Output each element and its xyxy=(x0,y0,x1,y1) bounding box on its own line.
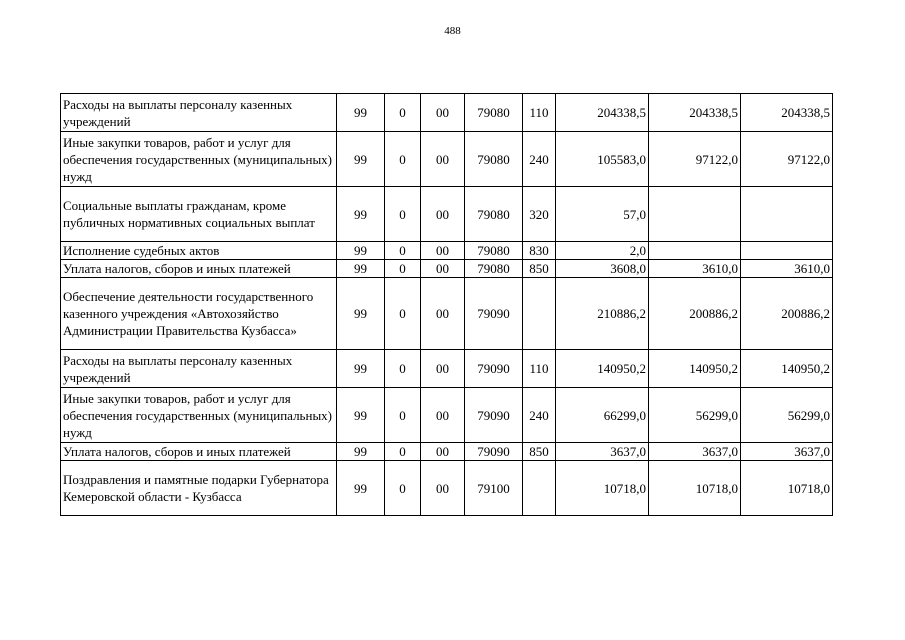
cell-c4: 79080 xyxy=(465,242,523,260)
cell-value-1: 66299,0 xyxy=(556,388,649,443)
cell-value-1: 10718,0 xyxy=(556,461,649,516)
cell-c3: 00 xyxy=(421,132,465,187)
cell-value-3: 3637,0 xyxy=(741,443,833,461)
page-number: 488 xyxy=(444,25,461,37)
table-row xyxy=(61,94,833,132)
cell-c1: 99 xyxy=(337,443,385,461)
cell-c1: 99 xyxy=(337,132,385,187)
row-name: Уплата налогов, сборов и иных платежей xyxy=(61,260,337,278)
cell-c4: 79090 xyxy=(465,278,523,350)
cell-value-1: 57,0 xyxy=(556,187,649,242)
cell-c2: 0 xyxy=(385,388,421,443)
cell-c3: 00 xyxy=(421,187,465,242)
row-name: Расходы на выплаты персоналу казенных учреждений xyxy=(61,94,337,132)
row-name: Обеспечение деятельности государственного казенного учреждения «Автохозяйство Администрации Правительства Кузбасса» xyxy=(61,278,337,350)
cell-c1: 99 xyxy=(337,350,385,388)
cell-c1: 99 xyxy=(337,94,385,132)
cell-c3: 00 xyxy=(421,94,465,132)
budget-table xyxy=(60,93,833,516)
cell-c1: 99 xyxy=(337,187,385,242)
cell-c2: 0 xyxy=(385,94,421,132)
cell-value-2 xyxy=(649,242,741,260)
table-row xyxy=(61,278,833,350)
cell-value-3: 97122,0 xyxy=(741,132,833,187)
table-row xyxy=(61,461,833,516)
cell-c2: 0 xyxy=(385,443,421,461)
cell-c4: 79090 xyxy=(465,443,523,461)
row-name: Поздравления и памятные подарки Губернатора Кемеровской области - Кузбасса xyxy=(61,461,337,516)
cell-c4: 79090 xyxy=(465,388,523,443)
cell-value-3 xyxy=(741,187,833,242)
cell-c4: 79080 xyxy=(465,187,523,242)
cell-c3: 00 xyxy=(421,388,465,443)
cell-value-2: 200886,2 xyxy=(649,278,741,350)
cell-value-1: 140950,2 xyxy=(556,350,649,388)
cell-c3: 00 xyxy=(421,350,465,388)
table-row xyxy=(61,260,833,278)
cell-value-3: 140950,2 xyxy=(741,350,833,388)
cell-c2: 0 xyxy=(385,350,421,388)
cell-value-2 xyxy=(649,187,741,242)
cell-value-3: 56299,0 xyxy=(741,388,833,443)
cell-c2: 0 xyxy=(385,187,421,242)
cell-value-2: 204338,5 xyxy=(649,94,741,132)
cell-c1: 99 xyxy=(337,461,385,516)
cell-c1: 99 xyxy=(337,388,385,443)
table-row xyxy=(61,443,833,461)
cell-c1: 99 xyxy=(337,260,385,278)
cell-value-2: 3637,0 xyxy=(649,443,741,461)
cell-c3: 00 xyxy=(421,260,465,278)
cell-c5: 850 xyxy=(523,443,556,461)
cell-value-2: 140950,2 xyxy=(649,350,741,388)
row-name: Уплата налогов, сборов и иных платежей xyxy=(61,443,337,461)
cell-c1: 99 xyxy=(337,242,385,260)
cell-c3: 00 xyxy=(421,461,465,516)
row-name: Расходы на выплаты персоналу казенных учреждений xyxy=(61,350,337,388)
cell-value-3: 200886,2 xyxy=(741,278,833,350)
cell-c5: 830 xyxy=(523,242,556,260)
table-row xyxy=(61,187,833,242)
table-row xyxy=(61,242,833,260)
row-name: Исполнение судебных актов xyxy=(61,242,337,260)
row-name: Социальные выплаты гражданам, кроме публичных нормативных социальных выплат xyxy=(61,187,337,242)
cell-c4: 79080 xyxy=(465,94,523,132)
cell-c4: 79090 xyxy=(465,350,523,388)
cell-value-1: 3637,0 xyxy=(556,443,649,461)
cell-value-3: 3610,0 xyxy=(741,260,833,278)
cell-value-3: 204338,5 xyxy=(741,94,833,132)
cell-c4: 79100 xyxy=(465,461,523,516)
cell-c2: 0 xyxy=(385,132,421,187)
cell-value-1: 2,0 xyxy=(556,242,649,260)
cell-value-1: 3608,0 xyxy=(556,260,649,278)
cell-c2: 0 xyxy=(385,461,421,516)
cell-c3: 00 xyxy=(421,278,465,350)
cell-value-3: 10718,0 xyxy=(741,461,833,516)
cell-c5 xyxy=(523,278,556,350)
cell-value-3 xyxy=(741,242,833,260)
table-row xyxy=(61,132,833,187)
cell-c2: 0 xyxy=(385,260,421,278)
cell-c5: 110 xyxy=(523,94,556,132)
cell-c3: 00 xyxy=(421,443,465,461)
cell-c5: 240 xyxy=(523,388,556,443)
cell-value-2: 10718,0 xyxy=(649,461,741,516)
cell-c5: 240 xyxy=(523,132,556,187)
cell-c5: 320 xyxy=(523,187,556,242)
cell-value-1: 204338,5 xyxy=(556,94,649,132)
cell-c5: 850 xyxy=(523,260,556,278)
cell-value-2: 56299,0 xyxy=(649,388,741,443)
cell-c4: 79080 xyxy=(465,132,523,187)
cell-c4: 79080 xyxy=(465,260,523,278)
cell-c2: 0 xyxy=(385,278,421,350)
cell-c5 xyxy=(523,461,556,516)
cell-c1: 99 xyxy=(337,278,385,350)
table-row xyxy=(61,350,833,388)
cell-c3: 00 xyxy=(421,242,465,260)
cell-value-2: 3610,0 xyxy=(649,260,741,278)
cell-value-1: 210886,2 xyxy=(556,278,649,350)
cell-c5: 110 xyxy=(523,350,556,388)
cell-c2: 0 xyxy=(385,242,421,260)
cell-value-2: 97122,0 xyxy=(649,132,741,187)
row-name: Иные закупки товаров, работ и услуг для обеспечения государственных (муниципальных) нужд xyxy=(61,132,337,187)
table-row xyxy=(61,388,833,443)
cell-value-1: 105583,0 xyxy=(556,132,649,187)
row-name: Иные закупки товаров, работ и услуг для обеспечения государственных (муниципальных) нужд xyxy=(61,388,337,443)
